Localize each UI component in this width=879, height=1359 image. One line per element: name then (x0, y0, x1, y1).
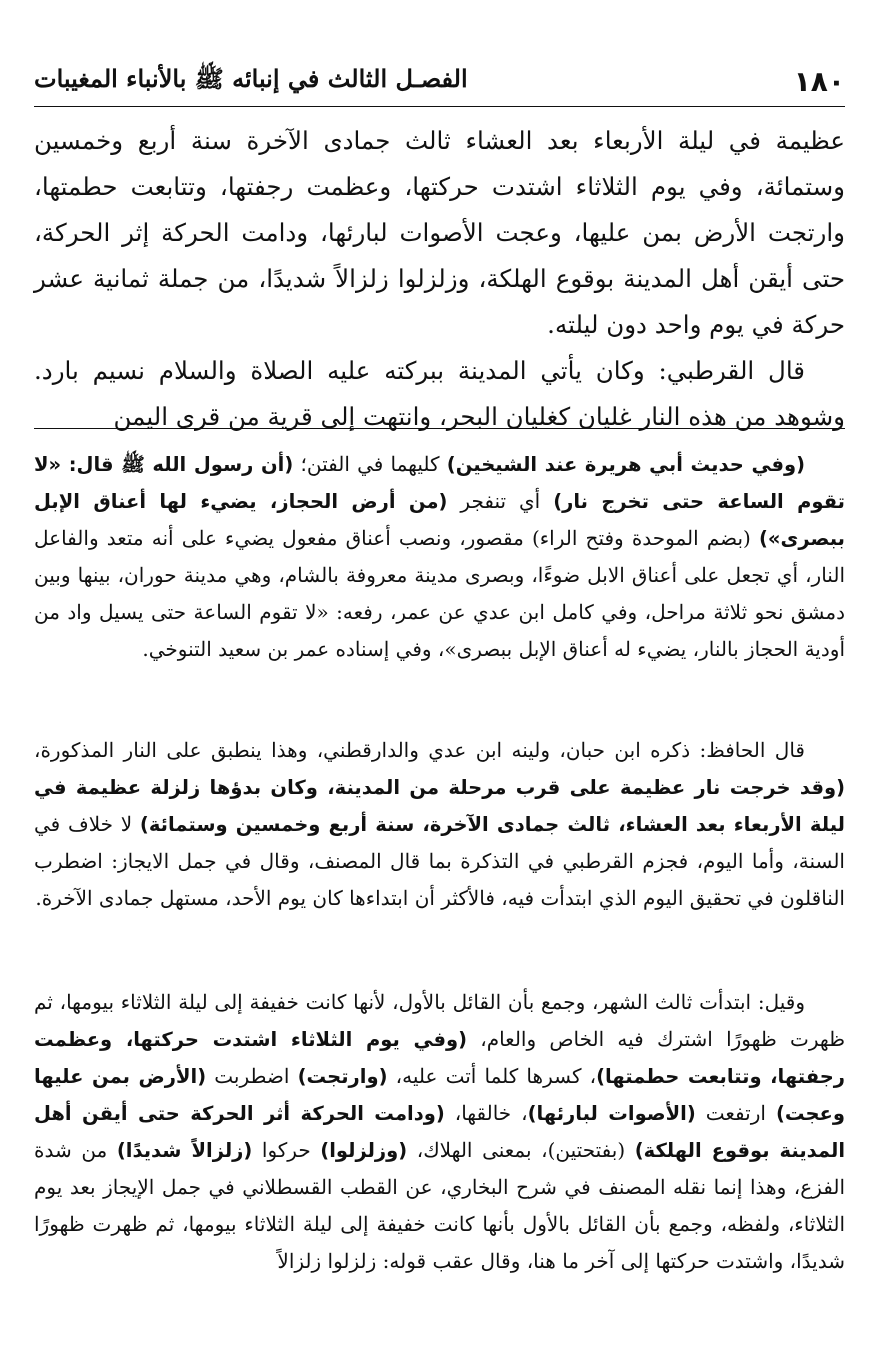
page-header (34, 56, 845, 107)
commentary-text: (بفتحتين)، بمعنى الهلاك، (407, 1138, 635, 1162)
quoted-text: (الأرض بمن عليها وعجت) (34, 1065, 846, 1125)
main-paragraph: عظيمة في ليلة الأربعاء بعد العشاء ثالث جمادى الآخرة سنة أربع وخمسين وستمائة، وفي يوم الثلاثاء اشتدت حركتها، وعظمت رجفتها، وتتابعت حطمتها، وارتجت الأرض بمن عليها، وعجت الأصوات لبارئها، ودامت الحركة إثر الحركة، حتى أيقن أهل المدينة بوقوع الهلكة، وزلزلوا زلزالاً شديدًا، من جملة ثمانية عشر حركة في يوم واحد دون ليلته. (34, 126, 845, 339)
page-number: ١٨٠ (793, 64, 845, 98)
commentary-paragraph (34, 446, 845, 668)
commentary-text: اضطربت (206, 1064, 298, 1088)
commentary-text: ، خالقها، (444, 1101, 528, 1125)
main-text (34, 118, 845, 440)
commentary-block (34, 446, 845, 668)
commentary-text: وقيل: ابتدأت ثالث الشهر، وجمع بأن القائل بالأول، لأنها كانت خفيفة إلى ليلة الثلاثاء بيومها، ثم ظهرت ظهورًا اشترك فيه الخاص والعام، (34, 990, 845, 1051)
quoted-text: (وفي حديث أبي هريرة عند الشيخين) (446, 453, 805, 476)
commentary-text: (بضم الموحدة وفتح الراء) مقصور، ونصب أعناق مفعول يضيء على أنه متعد والفاعل النار، أي تجعل على أعناق الابل ضوءًا، وبصرى مدينة معروفة بالشام، وهي مدينة حوران، بينها وبين دمشق نحو ثلاثة مراحل، وفي كامل ابن عدي عن عمر، رفعه: «لا تقوم الساعة حتى يسيل واد من أودية الحجاز بالنار، يضيء له أعناق الإبل ببصرى»، وفي إسناده عمر بن سعيد التنوخي. (34, 526, 845, 661)
commentary-text: من شدة الفزع، وهذا إنما نقله المصنف في شرح البخاري، عن القطب القسطلاني في جمل الإيجاز بعد يوم الثلاثاء، ولفظه، وجمع بأن القائل بالأول بأنها كانت خفيفة إلى ليلة الثلاثاء بيومها، ثم ظهرت ظهورًا شديدًا، واشتدت حركتها إلى آخر ما هنا، وقال عقب قوله: زلزلوا زلزالاً (34, 1138, 845, 1273)
commentary-block (34, 984, 845, 1280)
quoted-text: (وفي يوم الثلاثاء اشتدت حركتها، وعظمت رجفتها، وتتابعت حطمتها) (34, 1028, 846, 1088)
quoted-text: (أن رسول الله ﷺ قال: «لا تقوم الساعة حتى تخرج نار) (34, 453, 845, 513)
commentary-text: ارتفعت (695, 1101, 776, 1125)
main-paragraph: قال القرطبي: وكان يأتي المدينة ببركته عليه الصلاة والسلام نسيم بارد. وشوهد من هذه النار غليان كغليان البحر، وانتهت إلى قرية من قرى اليمن (34, 356, 845, 431)
commentary-text: أي تنفجر (447, 489, 554, 513)
running-title: الفصـل الثالث في إنبائه ﷺ بالأنباء المغيبات (34, 63, 468, 93)
commentary-text: كليهما في الفتن؛ (293, 452, 447, 476)
quoted-text: (الأصوات لبارئها) (527, 1102, 696, 1125)
quoted-text: (وقد خرجت نار عظيمة على قرب مرحلة من المدينة، وكان بدؤها زلزلة عظيمة في ليلة الأربعاء بعد العشاء، ثالث جمادى الآخرة، سنة أربع وخمسين وستمائة) (34, 776, 845, 836)
quoted-text: (ودامت الحركة أثر الحركة حتى أيقن أهل المدينة بوقوع الهلكة) (34, 1102, 846, 1162)
commentary-paragraph (34, 732, 845, 917)
commentary-text: لا خلاف في السنة، وأما اليوم، فجزم القرطبي في التذكرة بما قال المصنف، وقال في جمل الايجاز: اضطرب الناقلون في تحقيق اليوم الذي ابتدأت فيه، فالأكثر أن ابتداءها كان يوم الأحد، مستهل جمادى الآخرة. (34, 812, 845, 910)
quoted-text: (زلزالاً شديدًا) (116, 1139, 253, 1162)
commentary-text: ، كسرها كلما أتت عليه، (387, 1064, 597, 1088)
quoted-text: (وارتجت) (297, 1065, 388, 1088)
separator-rule (34, 428, 845, 429)
commentary-text: حركوا (252, 1138, 321, 1162)
commentary-text: قال الحافظ: ذكره ابن حبان، ولينه ابن عدي والدارقطني، وهذا ينطبق على النار المذكورة، (34, 738, 805, 762)
quoted-text: (وزلزلوا) (320, 1139, 408, 1162)
commentary-block (34, 732, 845, 917)
commentary-paragraph (34, 984, 845, 1280)
quoted-text: (من أرض الحجاز، يضيء لها أعناق الإبل ببصرى») (34, 490, 845, 550)
